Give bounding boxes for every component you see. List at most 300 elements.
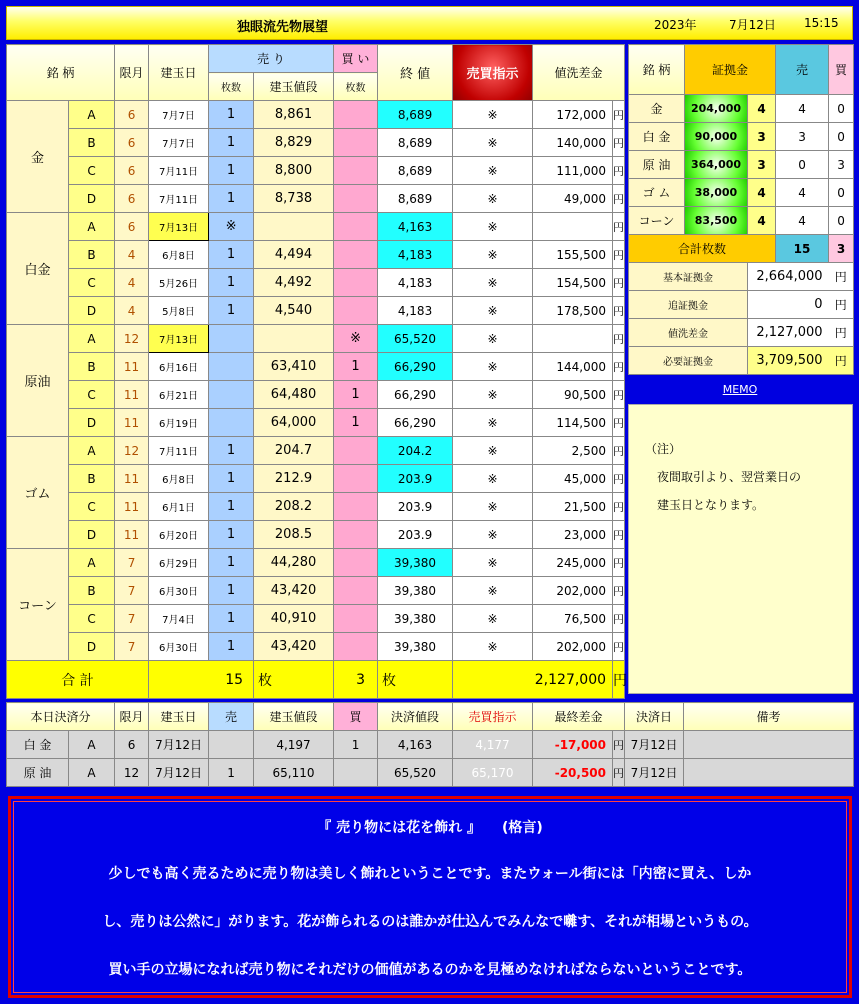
table-row [7,297,625,325]
diff-cell: 144,000 [533,353,613,381]
summary-row [629,291,854,319]
yen-cell: 円 [613,325,625,353]
total-count-buy: 3 [829,235,854,263]
settle-id-cell: A [69,731,115,759]
sell-qty-cell: 1 [209,269,254,297]
month-cell: 6 [115,129,149,157]
table-row [7,549,625,577]
yen-cell: 円 [613,605,625,633]
position-id-cell: B [69,577,115,605]
month-cell: 4 [115,269,149,297]
open-price-cell: 43,420 [254,633,334,661]
open-date-cell: 7月4日 [149,605,209,633]
close-price-cell: 203.9 [378,465,453,493]
yen-cell: 円 [613,129,625,157]
sell-qty-cell [209,409,254,437]
settle-sell-cell [209,731,254,759]
header-month: 限月 [115,45,149,101]
month-cell: 6 [115,185,149,213]
month-cell: 11 [115,409,149,437]
summary-yen-cell: 円 [829,319,854,347]
table-row [7,465,625,493]
memo-link[interactable]: MEMO [627,380,853,402]
header-close: 終 値 [378,45,453,101]
month-cell: 7 [115,577,149,605]
month-cell: 12 [115,325,149,353]
open-date-cell: 7月13日 [149,213,209,241]
table-row [7,577,625,605]
instruction-cell: ※ [453,129,533,157]
settle-final-diff-cell: -20,500 [533,759,613,787]
diff-cell: 21,500 [533,493,613,521]
settle-settle-date-cell: 7月12日 [625,759,684,787]
sell-qty-cell: 1 [209,577,254,605]
open-date-cell: 5月8日 [149,297,209,325]
instruction-cell: ※ [453,437,533,465]
sell-qty-cell: 1 [209,633,254,661]
diff-cell: 155,500 [533,241,613,269]
total-buy: 3 [334,661,378,699]
month-cell: 4 [115,241,149,269]
buy-qty-cell: 1 [334,353,378,381]
close-price-cell: 203.9 [378,521,453,549]
close-price-cell: 39,380 [378,633,453,661]
diff-cell: 2,500 [533,437,613,465]
proverb-box [8,796,852,998]
open-date-cell: 5月26日 [149,269,209,297]
settlement-table [6,702,854,787]
close-price-cell: 8,689 [378,101,453,129]
month-cell: 11 [115,465,149,493]
buy-qty-cell [334,213,378,241]
position-id-cell: D [69,521,115,549]
open-price-cell: 8,800 [254,157,334,185]
buy-qty-cell: ※ [334,325,378,353]
open-date-cell: 6月19日 [149,409,209,437]
sell-qty-cell: 1 [209,465,254,493]
close-price-cell: 4,183 [378,297,453,325]
diff-cell: 111,000 [533,157,613,185]
diff-cell: 140,000 [533,129,613,157]
open-date-cell: 6月20日 [149,521,209,549]
margin-sell-cell: 0 [776,151,829,179]
table-row [7,353,625,381]
buy-qty-cell [334,633,378,661]
summary-yen-cell: 円 [829,263,854,291]
summary-yen-cell: 円 [829,291,854,319]
settle-header-month: 限月 [115,703,149,731]
month-cell: 11 [115,381,149,409]
settle-month-cell: 6 [115,731,149,759]
margin-brand-cell: 金 [629,95,685,123]
month-cell: 11 [115,353,149,381]
proverb-line-3: 買い手の立場になれば売り物にそれだけの価値があるのかを見極めなければならないということです。 [108,962,752,978]
brand-name-cell: 白金 [7,213,69,325]
settle-header-note: 備考 [684,703,854,731]
open-date-cell: 6月21日 [149,381,209,409]
buy-qty-cell [334,241,378,269]
brand-name-cell: 原油 [7,325,69,437]
table-row [7,605,625,633]
instruction-cell: ※ [453,549,533,577]
summary-label-cell: 追証拠金 [629,291,748,319]
margin-brand-cell: コーン [629,207,685,235]
yen-cell: 円 [613,633,625,661]
position-id-cell: A [69,325,115,353]
header-buy: 買 い [334,45,378,73]
close-price-cell: 4,183 [378,241,453,269]
instruction-cell: ※ [453,577,533,605]
buy-qty-cell: 1 [334,409,378,437]
sell-qty-cell [209,381,254,409]
sell-qty-cell: 1 [209,129,254,157]
close-price-cell: 8,689 [378,157,453,185]
margin-brand-cell: 原 油 [629,151,685,179]
table-row [7,493,625,521]
diff-cell: 90,500 [533,381,613,409]
open-date-cell: 7月7日 [149,129,209,157]
close-price-cell: 4,163 [378,213,453,241]
settle-header-settle-date: 決済日 [625,703,684,731]
header-brand: 銘 柄 [7,45,115,101]
table-row [7,381,625,409]
diff-cell: 202,000 [533,577,613,605]
open-date-cell: 7月13日 [149,325,209,353]
close-price-cell: 8,689 [378,185,453,213]
open-date-cell: 6月8日 [149,465,209,493]
buy-qty-cell [334,521,378,549]
position-id-cell: C [69,157,115,185]
buy-qty-cell [334,465,378,493]
buy-qty-cell [334,493,378,521]
instruction-cell: ※ [453,101,533,129]
position-id-cell: D [69,185,115,213]
memo-line: 建玉日となります。 [645,498,765,512]
diff-cell: 172,000 [533,101,613,129]
sell-qty-cell: 1 [209,605,254,633]
instruction-cell: ※ [453,381,533,409]
diff-cell: 245,000 [533,549,613,577]
settle-settle-date-cell: 7月12日 [625,731,684,759]
summary-label-cell: 基本証拠金 [629,263,748,291]
table-row [7,325,625,353]
buy-qty-cell [334,269,378,297]
margin-brand-cell: ゴ ム [629,179,685,207]
open-price-cell: 208.2 [254,493,334,521]
total-count-sell: 15 [776,235,829,263]
settle-month-cell: 12 [115,759,149,787]
month-cell: 11 [115,493,149,521]
close-price-cell: 39,380 [378,549,453,577]
yen-cell: 円 [613,101,625,129]
buy-qty-cell [334,549,378,577]
yen-cell: 円 [613,269,625,297]
open-price-cell: 4,492 [254,269,334,297]
sell-qty-cell [209,325,254,353]
header-sell-qty: 枚数 [209,73,254,101]
yen-cell: 円 [613,213,625,241]
settle-brand-cell: 白 金 [7,731,69,759]
instruction-cell: ※ [453,157,533,185]
yen-cell: 円 [613,521,625,549]
instruction-cell: ※ [453,297,533,325]
position-id-cell: D [69,297,115,325]
margin-header-buy: 買 [829,45,854,95]
margin-multiplier-cell: 3 [748,151,776,179]
settle-header-settle-price: 決済値段 [378,703,453,731]
open-price-cell: 8,861 [254,101,334,129]
yen-cell: 円 [613,549,625,577]
yen-cell: 円 [613,409,625,437]
open-price-cell: 4,540 [254,297,334,325]
yen-cell: 円 [613,437,625,465]
table-row [7,269,625,297]
month-cell: 7 [115,549,149,577]
table-row [7,437,625,465]
margin-row [629,179,854,207]
table-row [7,157,625,185]
total-unit-sell: 枚 [254,661,334,699]
open-price-cell: 63,410 [254,353,334,381]
instruction-cell: ※ [453,185,533,213]
yen-cell: 円 [613,493,625,521]
open-date-cell: 7月11日 [149,157,209,185]
settlement-row [7,731,854,759]
buy-qty-cell: 1 [334,381,378,409]
summary-row [629,319,854,347]
instruction-cell: ※ [453,213,533,241]
margin-sell-cell: 4 [776,207,829,235]
settle-header-label: 本日決済分 [7,703,115,731]
margin-row [629,151,854,179]
total-diff: 2,127,000 [453,661,613,699]
yen-cell: 円 [613,157,625,185]
summary-row [629,263,854,291]
buy-qty-cell [334,185,378,213]
close-price-cell: 65,520 [378,325,453,353]
position-id-cell: B [69,465,115,493]
total-label: 合 計 [7,661,149,699]
buy-qty-cell [334,129,378,157]
margin-buy-cell: 0 [829,207,854,235]
settle-note-cell [684,731,854,759]
margin-sell-cell: 4 [776,95,829,123]
position-id-cell: C [69,605,115,633]
margin-header-sell: 売 [776,45,829,95]
position-id-cell: C [69,381,115,409]
page-title: 独眼流先物展望 [237,20,329,35]
sell-qty-cell: 1 [209,241,254,269]
settle-header-buy: 買 [334,703,378,731]
yen-cell: 円 [613,353,625,381]
yen-cell: 円 [613,297,625,325]
sell-qty-cell: 1 [209,185,254,213]
position-id-cell: A [69,101,115,129]
margin-brand-cell: 白 金 [629,123,685,151]
close-price-cell: 8,689 [378,129,453,157]
open-date-cell: 6月30日 [149,577,209,605]
open-price-cell: 64,000 [254,409,334,437]
table-row [7,521,625,549]
open-date-cell: 6月30日 [149,633,209,661]
summary-value-cell: 3,709,500 [748,347,829,375]
margin-multiplier-cell: 4 [748,207,776,235]
open-price-cell: 40,910 [254,605,334,633]
table-row [7,633,625,661]
summary-label-cell: 必要証拠金 [629,347,748,375]
settle-header-sell: 売 [209,703,254,731]
open-price-cell: 8,829 [254,129,334,157]
close-price-cell: 66,290 [378,409,453,437]
open-price-cell [254,213,334,241]
header-sell: 売 り [209,45,334,73]
settle-id-cell: A [69,759,115,787]
month-cell: 6 [115,213,149,241]
open-price-cell: 4,494 [254,241,334,269]
yen-cell: 円 [613,381,625,409]
margin-buy-cell: 0 [829,123,854,151]
open-date-cell: 7月7日 [149,101,209,129]
open-date-cell: 6月8日 [149,241,209,269]
summary-value-cell: 2,664,000 [748,263,829,291]
summary-value-cell: 2,127,000 [748,319,829,347]
buy-qty-cell [334,101,378,129]
summary-row [629,347,854,375]
proverb-line-1: 少しでも高く売るために売り物は美しく飾れということです。またウォール街には「内密に買え、しか [108,866,752,882]
diff-cell: 202,000 [533,633,613,661]
month-cell: 4 [115,297,149,325]
position-id-cell: C [69,493,115,521]
diff-cell: 154,500 [533,269,613,297]
proverb-title: 『 売り物には花を飾れ 』 (格言) [317,820,543,836]
brand-name-cell: コーン [7,549,69,661]
sell-qty-cell: 1 [209,157,254,185]
header-buy-qty: 枚数 [334,73,378,101]
open-price-cell: 64,480 [254,381,334,409]
settle-instruction-cell: 4,177 [453,731,533,759]
margin-header-brand: 銘 柄 [629,45,685,95]
diff-cell: 76,500 [533,605,613,633]
memo-line: 夜間取引より、翌営業日の [645,470,802,484]
table-row [7,213,625,241]
sell-qty-cell: 1 [209,521,254,549]
open-price-cell: 208.5 [254,521,334,549]
yen-cell: 円 [613,577,625,605]
settlement-row [7,759,854,787]
instruction-cell: ※ [453,409,533,437]
memo-line: （注） [645,442,682,456]
margin-row [629,207,854,235]
brand-name-cell: ゴム [7,437,69,549]
table-row [7,185,625,213]
instruction-cell: ※ [453,605,533,633]
settle-header-price: 建玉値段 [254,703,334,731]
table-row [7,101,625,129]
settle-date-cell: 7月12日 [149,731,209,759]
month-cell: 7 [115,605,149,633]
summary-label-cell: 値洗差金 [629,319,748,347]
settle-header-instruction: 売買指示 [453,703,533,731]
month-cell: 11 [115,521,149,549]
total-unit-buy: 枚 [378,661,453,699]
settle-buy-cell [334,759,378,787]
open-price-cell: 43,420 [254,577,334,605]
positions-table [6,44,628,699]
sell-qty-cell: 1 [209,101,254,129]
buy-qty-cell [334,605,378,633]
close-price-cell: 39,380 [378,605,453,633]
position-id-cell: D [69,409,115,437]
instruction-cell: ※ [453,521,533,549]
diff-cell: 23,000 [533,521,613,549]
margin-sell-cell: 4 [776,179,829,207]
margin-row [629,123,854,151]
summary-value-cell: 0 [748,291,829,319]
header-diff: 値洗差金 [533,45,625,101]
settle-close-cell: 65,520 [378,759,453,787]
open-date-cell: 6月16日 [149,353,209,381]
open-price-cell: 212.9 [254,465,334,493]
sell-qty-cell: 1 [209,437,254,465]
position-id-cell: D [69,633,115,661]
table-row [7,241,625,269]
open-price-cell: 8,738 [254,185,334,213]
close-price-cell: 39,380 [378,577,453,605]
position-id-cell: C [69,269,115,297]
proverb-line-2: し、売りは公然に」がります。花が飾られるのは誰かが仕込んでみんなで囃す、それが相場というもの。 [102,914,758,930]
buy-qty-cell [334,437,378,465]
position-id-cell: B [69,353,115,381]
settle-instruction-cell: 65,170 [453,759,533,787]
settle-date-cell: 7月12日 [149,759,209,787]
settle-header-final-diff: 最終差金 [533,703,625,731]
close-price-cell: 66,290 [378,353,453,381]
buy-qty-cell [334,297,378,325]
margin-buy-cell: 3 [829,151,854,179]
buy-qty-cell [334,157,378,185]
header-open-date: 建玉日 [149,45,209,101]
margin-amount-cell: 204,000 [685,95,748,123]
margin-amount-cell: 83,500 [685,207,748,235]
settle-buy-cell: 1 [334,731,378,759]
table-row [7,409,625,437]
margin-buy-cell: 0 [829,179,854,207]
instruction-cell: ※ [453,493,533,521]
header-year: 2023年 [654,18,697,32]
position-id-cell: A [69,213,115,241]
open-date-cell: 6月1日 [149,493,209,521]
title-bar [6,6,853,40]
open-price-cell [254,325,334,353]
settle-brand-cell: 原 油 [7,759,69,787]
open-date-cell: 6月29日 [149,549,209,577]
diff-cell: 49,000 [533,185,613,213]
sell-qty-cell: ※ [209,213,254,241]
month-cell: 12 [115,437,149,465]
instruction-cell: ※ [453,353,533,381]
open-date-cell: 7月11日 [149,185,209,213]
open-price-cell: 204.7 [254,437,334,465]
margin-buy-cell: 0 [829,95,854,123]
instruction-cell: ※ [453,241,533,269]
settle-price-cell: 4,197 [254,731,334,759]
settle-sell-cell: 1 [209,759,254,787]
diff-cell: 114,500 [533,409,613,437]
total-sell: 15 [149,661,254,699]
position-id-cell: A [69,437,115,465]
diff-cell: 178,500 [533,297,613,325]
instruction-cell: ※ [453,269,533,297]
